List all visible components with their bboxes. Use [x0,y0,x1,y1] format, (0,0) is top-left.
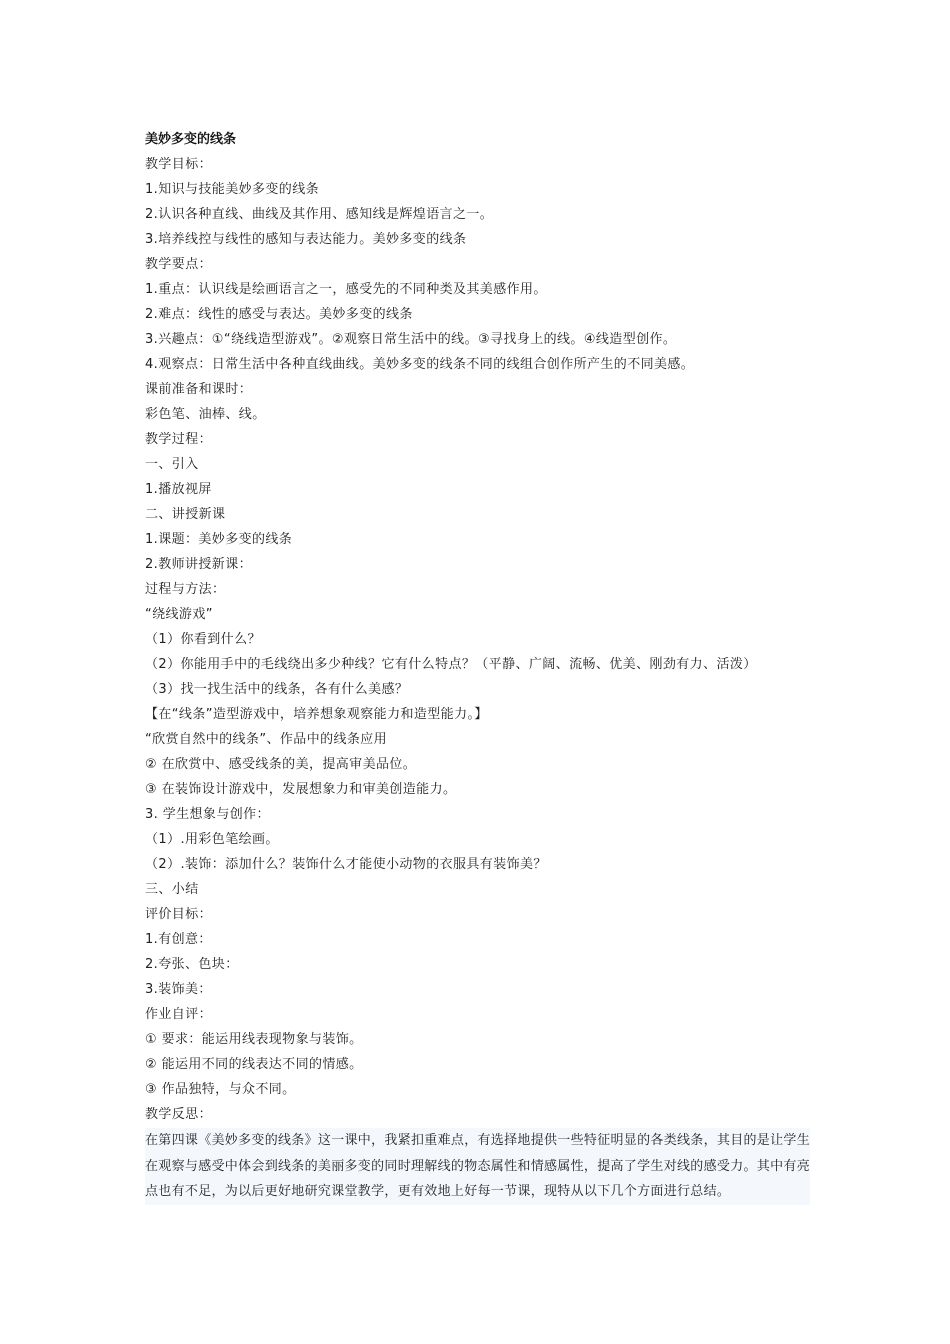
text-line: （1）.用彩色笔绘画。 [145,832,279,847]
text-line: 二、讲授新课 [145,507,226,522]
text-line: 作业自评： [145,1007,213,1022]
text-line: 2.认识各种直线、曲线及其作用、感知线是辉煌语言之一。 [145,207,494,222]
text-line: 1.知识与技能美妙多变的线条 [145,182,320,197]
document-body [145,127,825,1205]
text-line: 2.夸张、色块： [145,957,239,972]
text-line: 【在“线条”造型游戏中，培养想象观察能力和造型能力。】 [145,707,488,722]
text-line: 3.装饰美： [145,982,212,997]
text-line: 过程与方法： [145,582,226,597]
text-line: 课前准备和课时： [145,382,253,397]
text-line: （2）你能用手中的毛线绕出多少种线？它有什么特点？（平静、广阔、流畅、优美、刚劲有力、活泼） [145,657,757,672]
document-lines [145,152,825,1127]
text-line: 教学要点： [145,257,213,272]
text-line: ① 要求：能运用线表现物象与装饰。 [145,1032,363,1047]
text-line: 4.观察点：日常生活中各种直线曲线。美妙多变的线条不同的线组合创作所产生的不同美感。 [145,357,695,372]
text-line: 1.课题：美妙多变的线条 [145,532,293,547]
text-line: 1.有创意： [145,932,212,947]
text-line: 三、小结 [145,882,199,897]
text-line: （1）你看到什么？ [145,632,261,647]
text-line: ② 在欣赏中、感受线条的美，提高审美品位。 [145,757,417,772]
reflection-paragraph: 在第四课《美妙多变的线条》这一课中，我紧扣重难点，有选择地提供一些特征明显的各类线条，其目的是让学生在观察与感受中体会到线条的美丽多变的同时理解线的物态属性和情感属性，提高了学生对线的感受力。其中有亮点也有不足，为以后更好地研究课堂教学，更有效地上好每一节课，现特从以下几个方面进行总结。 [145,1128,810,1205]
text-line: 评价目标： [145,907,213,922]
text-line: 彩色笔、油棒、线。 [145,407,266,422]
text-line: 1.播放视屏 [145,482,212,497]
text-line: ③ 作品独特，与众不同。 [145,1082,296,1097]
text-line: 3.培养线控与线性的感知与表达能力。美妙多变的线条 [145,232,467,247]
text-line: 教学过程： [145,432,213,447]
text-line: “欣赏自然中的线条”、作品中的线条应用 [145,732,388,747]
document-title: 美妙多变的线条 [145,132,237,147]
text-line: 教学目标： [145,157,213,172]
text-line: （2）.装饰：添加什么？装饰什么才能使小动物的衣服具有装饰美？ [145,857,547,872]
text-line: 2.教师讲授新课： [145,557,253,572]
text-line: 教学反思： [145,1107,213,1122]
text-line: ② 能运用不同的线表达不同的情感。 [145,1057,363,1072]
text-line: ③ 在装饰设计游戏中，发展想象力和审美创造能力。 [145,782,457,797]
text-line: （3）找一找生活中的线条，各有什么美感？ [145,682,409,697]
text-line: 3.兴趣点：①“绕线造型游戏”。②观察日常生活中的线。③寻找身上的线。④线造型创作。 [145,332,677,347]
text-line: 一、引入 [145,457,199,472]
text-line: “绕线游戏” [145,607,213,622]
text-line: 3. 学生想象与创作： [145,807,270,822]
text-line: 1.重点：认识线是绘画语言之一，感受先的不同种类及其美感作用。 [145,282,547,297]
text-line: 2.难点：线性的感受与表达。美妙多变的线条 [145,307,413,322]
